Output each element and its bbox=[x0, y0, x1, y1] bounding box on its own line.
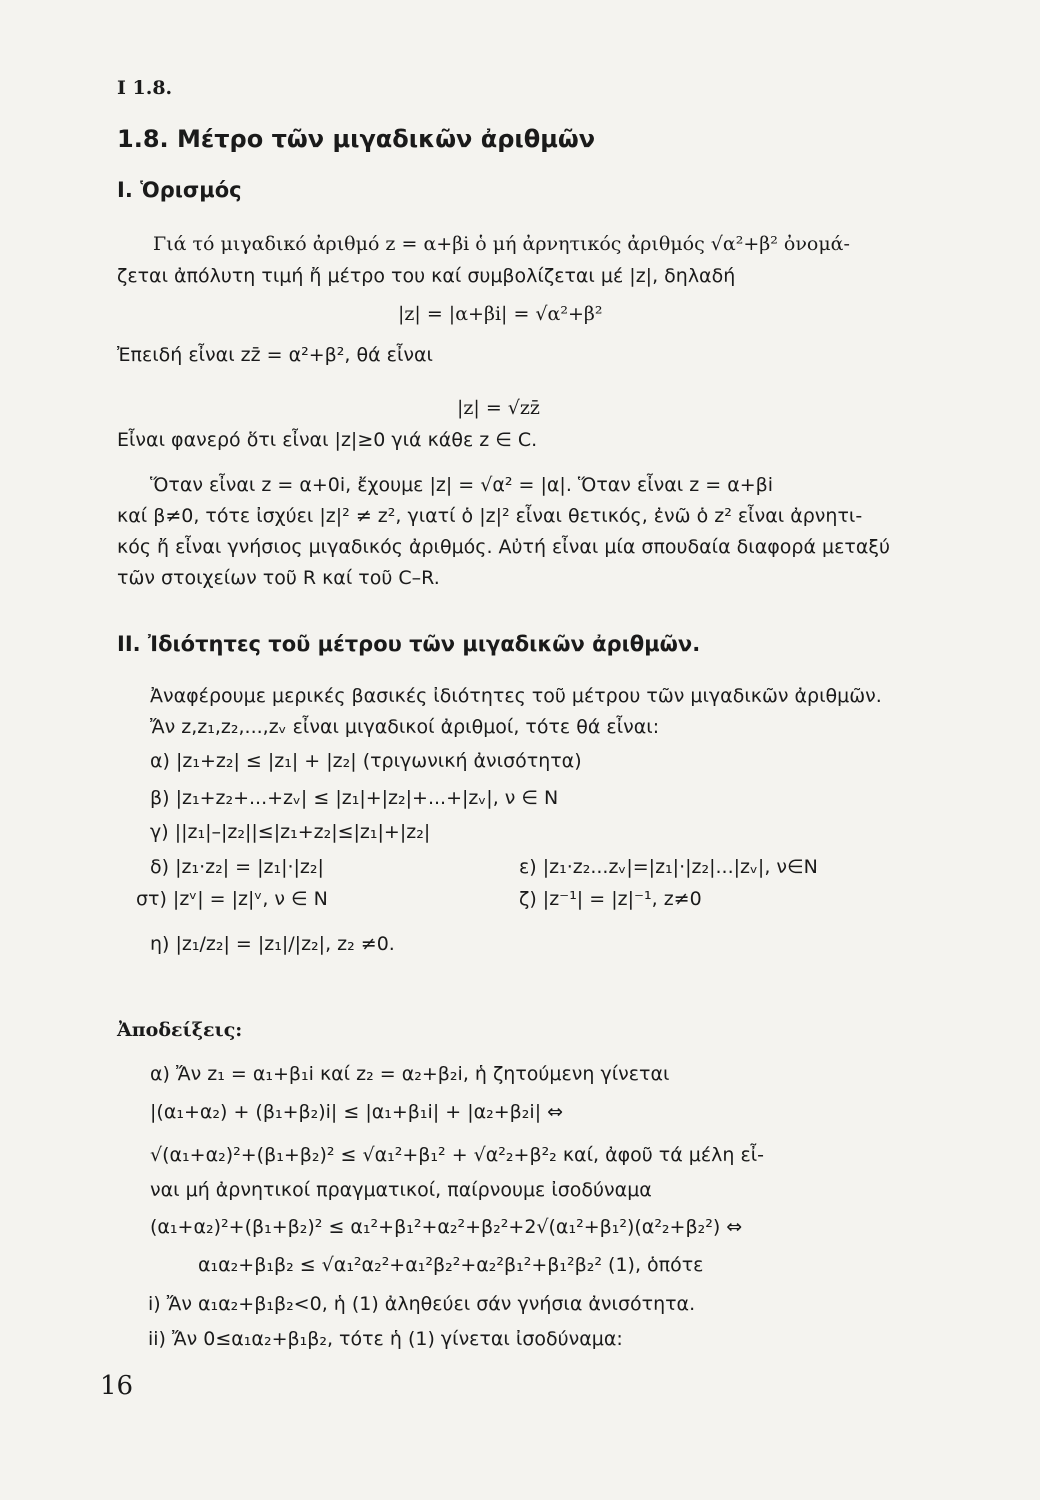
proof-line-2: |(α₁+α₂) + (β₁+β₂)i| ≤ |α₁+β₁i| + |α₂+β₂i| ⇔ bbox=[150, 1101, 564, 1123]
property-a: α) |z₁+z₂| ≤ |z₁| + |z₂| (τριγωνική ἀνισότητα) bbox=[150, 750, 582, 772]
section-title: 1.8. Μέτρο τῶν μιγαδικῶν ἀριθμῶν bbox=[117, 125, 596, 153]
property-e: ε) |z₁·z₂...zᵥ|=|z₁|·|z₂|...|zᵥ|, ν∈N bbox=[519, 856, 818, 878]
definition-line-2: ζεται ἀπόλυτη τιμή ἤ μέτρο του καί συμβολίζεται μέ |z|, δηλαδή bbox=[117, 265, 736, 287]
proof-line-8: ii) Ἄν 0≤α₁α₂+β₁β₂, τότε ἡ (1) γίνεται ἰσοδύναμα: bbox=[148, 1328, 623, 1350]
since-formula: |z| = √zz̄ bbox=[457, 397, 540, 419]
property-b: β) |z₁+z₂+...+zᵥ| ≤ |z₁|+|z₂|+...+|zᵥ|, ν ∈ N bbox=[150, 787, 559, 809]
positive-line: Εἶναι φανερό ὅτι εἶναι |z|≥0 γιά κάθε z ∈ C. bbox=[117, 429, 538, 451]
properties-intro-1: Ἀναφέρουμε μερικές βασικές ἰδιότητες τοῦ μέτρου τῶν μιγαδικῶν ἀριθμῶν. bbox=[150, 685, 882, 707]
paragraph-line-4: τῶν στοιχείων τοῦ R καί τοῦ C–R. bbox=[117, 567, 440, 589]
proof-line-4: ναι μή ἀρνητικοί πραγματικοί, παίρνουμε ἰσοδύναμα bbox=[150, 1179, 652, 1201]
proof-line-1: α) Ἄν z₁ = α₁+β₁i καί z₂ = α₂+β₂i, ἡ ζητούμενη γίνεται bbox=[150, 1063, 670, 1085]
property-h: η) |z₁/z₂| = |z₁|/|z₂|, z₂ ≠0. bbox=[150, 933, 395, 955]
subsection-properties: II. Ἰδιότητες τοῦ μέτρου τῶν μιγαδικῶν ἀριθμῶν. bbox=[117, 632, 701, 656]
property-d: δ) |z₁·z₂| = |z₁|·|z₂| bbox=[150, 856, 324, 878]
subsection-definition: I. Ὁρισμός bbox=[117, 178, 242, 202]
proof-line-7: i) Ἄν α₁α₂+β₁β₂<0, ἡ (1) ἀληθεύει σάν γνήσια ἀνισότητα. bbox=[148, 1293, 696, 1315]
proof-line-3: √(α₁+α₂)²+(β₁+β₂)² ≤ √α₁²+β₁² + √α²₂+β²₂ καί, ἀφοῦ τά μέλη εἶ- bbox=[150, 1144, 765, 1166]
paragraph-line-1: Ὅταν εἶναι z = α+0i, ἔχουμε |z| = √α² = |α|. Ὅταν εἶναι z = α+βi bbox=[150, 474, 774, 496]
running-head: I 1.8. bbox=[117, 77, 173, 99]
proofs-title: Ἀποδείξεις: bbox=[117, 1019, 243, 1041]
property-c: γ) ||z₁|–|z₂||≤|z₁+z₂|≤|z₁|+|z₂| bbox=[150, 821, 431, 843]
property-z: ζ) |z⁻¹| = |z|⁻¹, z≠0 bbox=[519, 888, 702, 910]
proof-line-6: α₁α₂+β₁β₂ ≤ √α₁²α₂²+α₁²β₂²+α₂²β₁²+β₁²β₂² (1), ὁπότε bbox=[198, 1254, 704, 1276]
definition-line-1: Γιά τό μιγαδικό ἀριθμό z = α+βi ὁ μή ἀρνητικός ἀριθμός √α²+β² ὀνομά- bbox=[153, 233, 850, 255]
property-st: στ) |zᵛ| = |z|ᵛ, ν ∈ N bbox=[136, 888, 328, 910]
paragraph-line-3: κός ἤ εἶναι γνήσιος μιγαδικός ἀριθμός. Αὐτή εἶναι μία σπουδαία διαφορά μεταξύ bbox=[117, 536, 890, 558]
definition-formula: |z| = |α+βi| = √α²+β² bbox=[398, 303, 603, 325]
properties-intro-2: Ἄν z,z₁,z₂,...,zᵥ εἶναι μιγαδικοί ἀριθμοί, τότε θά εἶναι: bbox=[150, 716, 660, 738]
page-number: 16 bbox=[100, 1371, 134, 1401]
since-line: Ἐπειδή εἶναι zz̄ = α²+β², θά εἶναι bbox=[117, 344, 433, 366]
paragraph-line-2: καί β≠0, τότε ἰσχύει |z|² ≠ z², γιατί ὁ |z|² εἶναι θετικός, ἐνῶ ὁ z² εἶναι ἀρνητι- bbox=[117, 505, 863, 527]
proof-line-5: (α₁+α₂)²+(β₁+β₂)² ≤ α₁²+β₁²+α₂²+β₂²+2√(α₁²+β₁²)(α²₂+β₂²) ⇔ bbox=[150, 1216, 743, 1238]
